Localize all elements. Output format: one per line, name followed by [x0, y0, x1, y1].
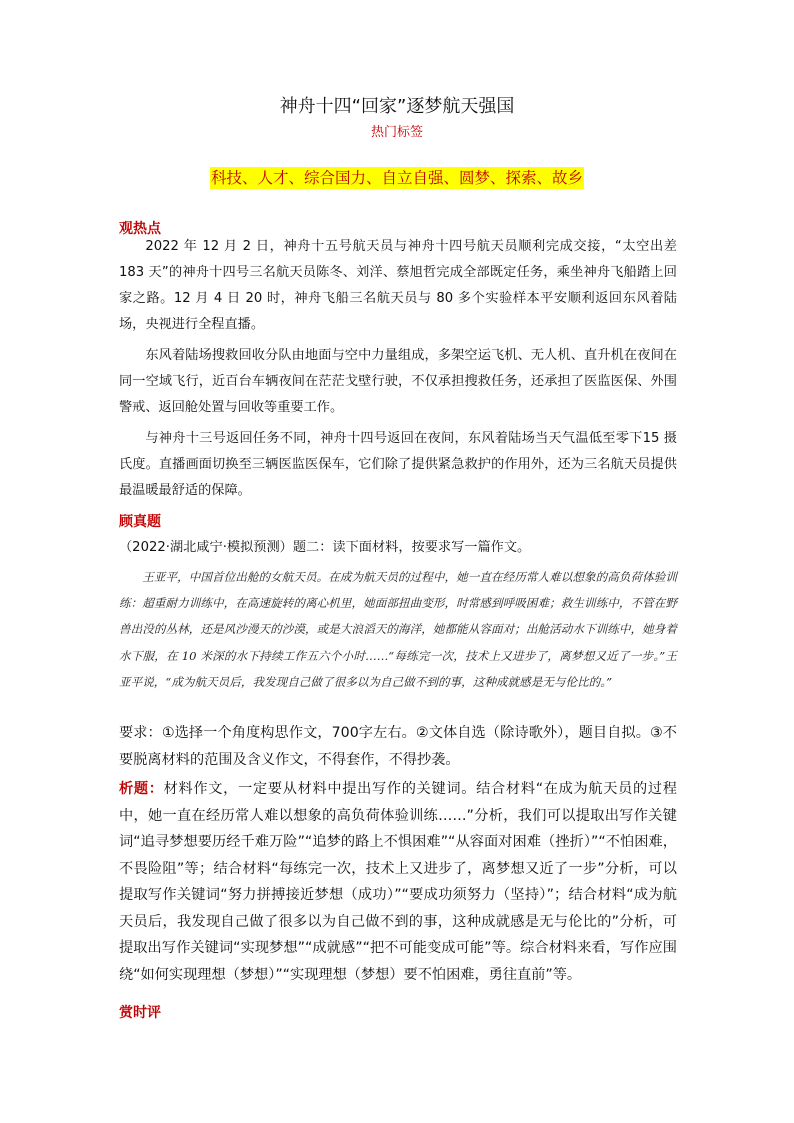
document-subtitle: 热门标签: [370, 125, 423, 140]
exam-requirement: [119, 720, 677, 773]
exam-material: 王亚平，中国首位出舱的女航天员。在成为航天员的过程中，她一直在经历常人难以想象的高负荷体验训练：超重耐力训练中，在高速旋转的离心机里，她面部扭曲变形，时常感到呼吸困难；救生训练中，不管在野兽出没的丛林，还是风沙漫天的沙漠，或是大浪滔天的海洋，她都能从容面对；出舱活动水下训练中，她身着水下服，在 10 米深的水下持续工作五六个小时……“每练完一次，技术上又进步了，离梦想又近了一步。”王亚平说，“成为航天员后，我发现自己做了很多以为自己做不到的事，这种成就感是无与伦比的。”: [119, 570, 677, 689]
viewpoint-paragraph-3: 与神舟十三号返回任务不同，神舟十四号返回在夜间，东风着陆场当天气温低至零下15 摄氏度。直播画面切换至三辆医监医保车，它们除了提供紧急救护的作用外，还为三名航天员提供最温暖最舒适的保障。: [119, 431, 677, 498]
highlighted-tags: 科技、人才、综合国力、自立自强、圆梦、探索、故乡: [210, 169, 583, 187]
section-heading-viewpoint: 观热点: [119, 221, 161, 237]
exam-analysis: [119, 776, 677, 988]
analysis-text: 材料作文，一定要从材料中提出写作的关键词。结合材料“在成为航天员的过程中，她一直在经历常人难以想象的高负荷体验训练……”分析，我们可以提取出写作关键词“追寻梦想要历经千难万险”“追梦的路上不惧困难”“从容面对困难（挫折）”“不怕困难，不畏险阻”等；结合材料“每练完一次，技术上又进步了，离梦想又近了一步”分析，可以提取写作关键词“努力拼搏接近梦想（成功）”“要成功须努力（坚持）”；结合材料“成为航天员后，我发现自己做了很多以为自己做不到的事，这种成就感是无与伦比的”分析，可提取出写作关键词“实现梦想”“成就感”“把不可能变成可能”等。综合材料来看，写作应围绕“如何实现理想（梦想）”“实现理想（梦想）要不怕困难，勇往直前”等。: [119, 781, 677, 983]
viewpoint-paragraph-2: 东风着陆场搜救回收分队由地面与空中力量组成，多架空运飞机、无人机、直升机在夜间在同一空域飞行，近百台车辆夜间在茫茫戈壁行驶，不仅承担搜救任务，还承担了医监医保、外围警戒、返回舱处置与回收等重要工作。: [119, 348, 677, 415]
exam-prompt: （2022·湖北咸宁·模拟预测）题二：读下面材料，按要求写一篇作文。: [119, 540, 531, 555]
section-heading-comment: 赏时评: [119, 1005, 161, 1021]
section-heading-real-exam: 顾真题: [119, 514, 161, 530]
viewpoint-paragraph-1: 2022 年 12 月 2 日，神舟十五号航天员与神舟十四号航天员顺利完成交接，“太空出差 183 天”的神舟十四号三名航天员陈冬、刘洋、蔡旭哲完成全部既定任务，乘坐神舟飞船踏上回家之路。12 月 4 日 20 时，神舟飞船三名航天员与 80 多个实验样本平安顺利返回东风着陆场，央视进行全程直播。: [119, 239, 677, 332]
document-title: 神舟十四“回家”逐梦航天强国: [279, 96, 515, 117]
analysis-label: 析题：: [119, 781, 164, 797]
requirement-label: 要求：: [119, 725, 162, 741]
requirement-text: ①选择一个角度构思作文，700字左右。②文体自选（除诗歌外），题目自拟。③不要脱离材料的范围及含义作文，不得套作，不得抄袭。: [119, 725, 677, 768]
tag-line: [0, 166, 794, 188]
